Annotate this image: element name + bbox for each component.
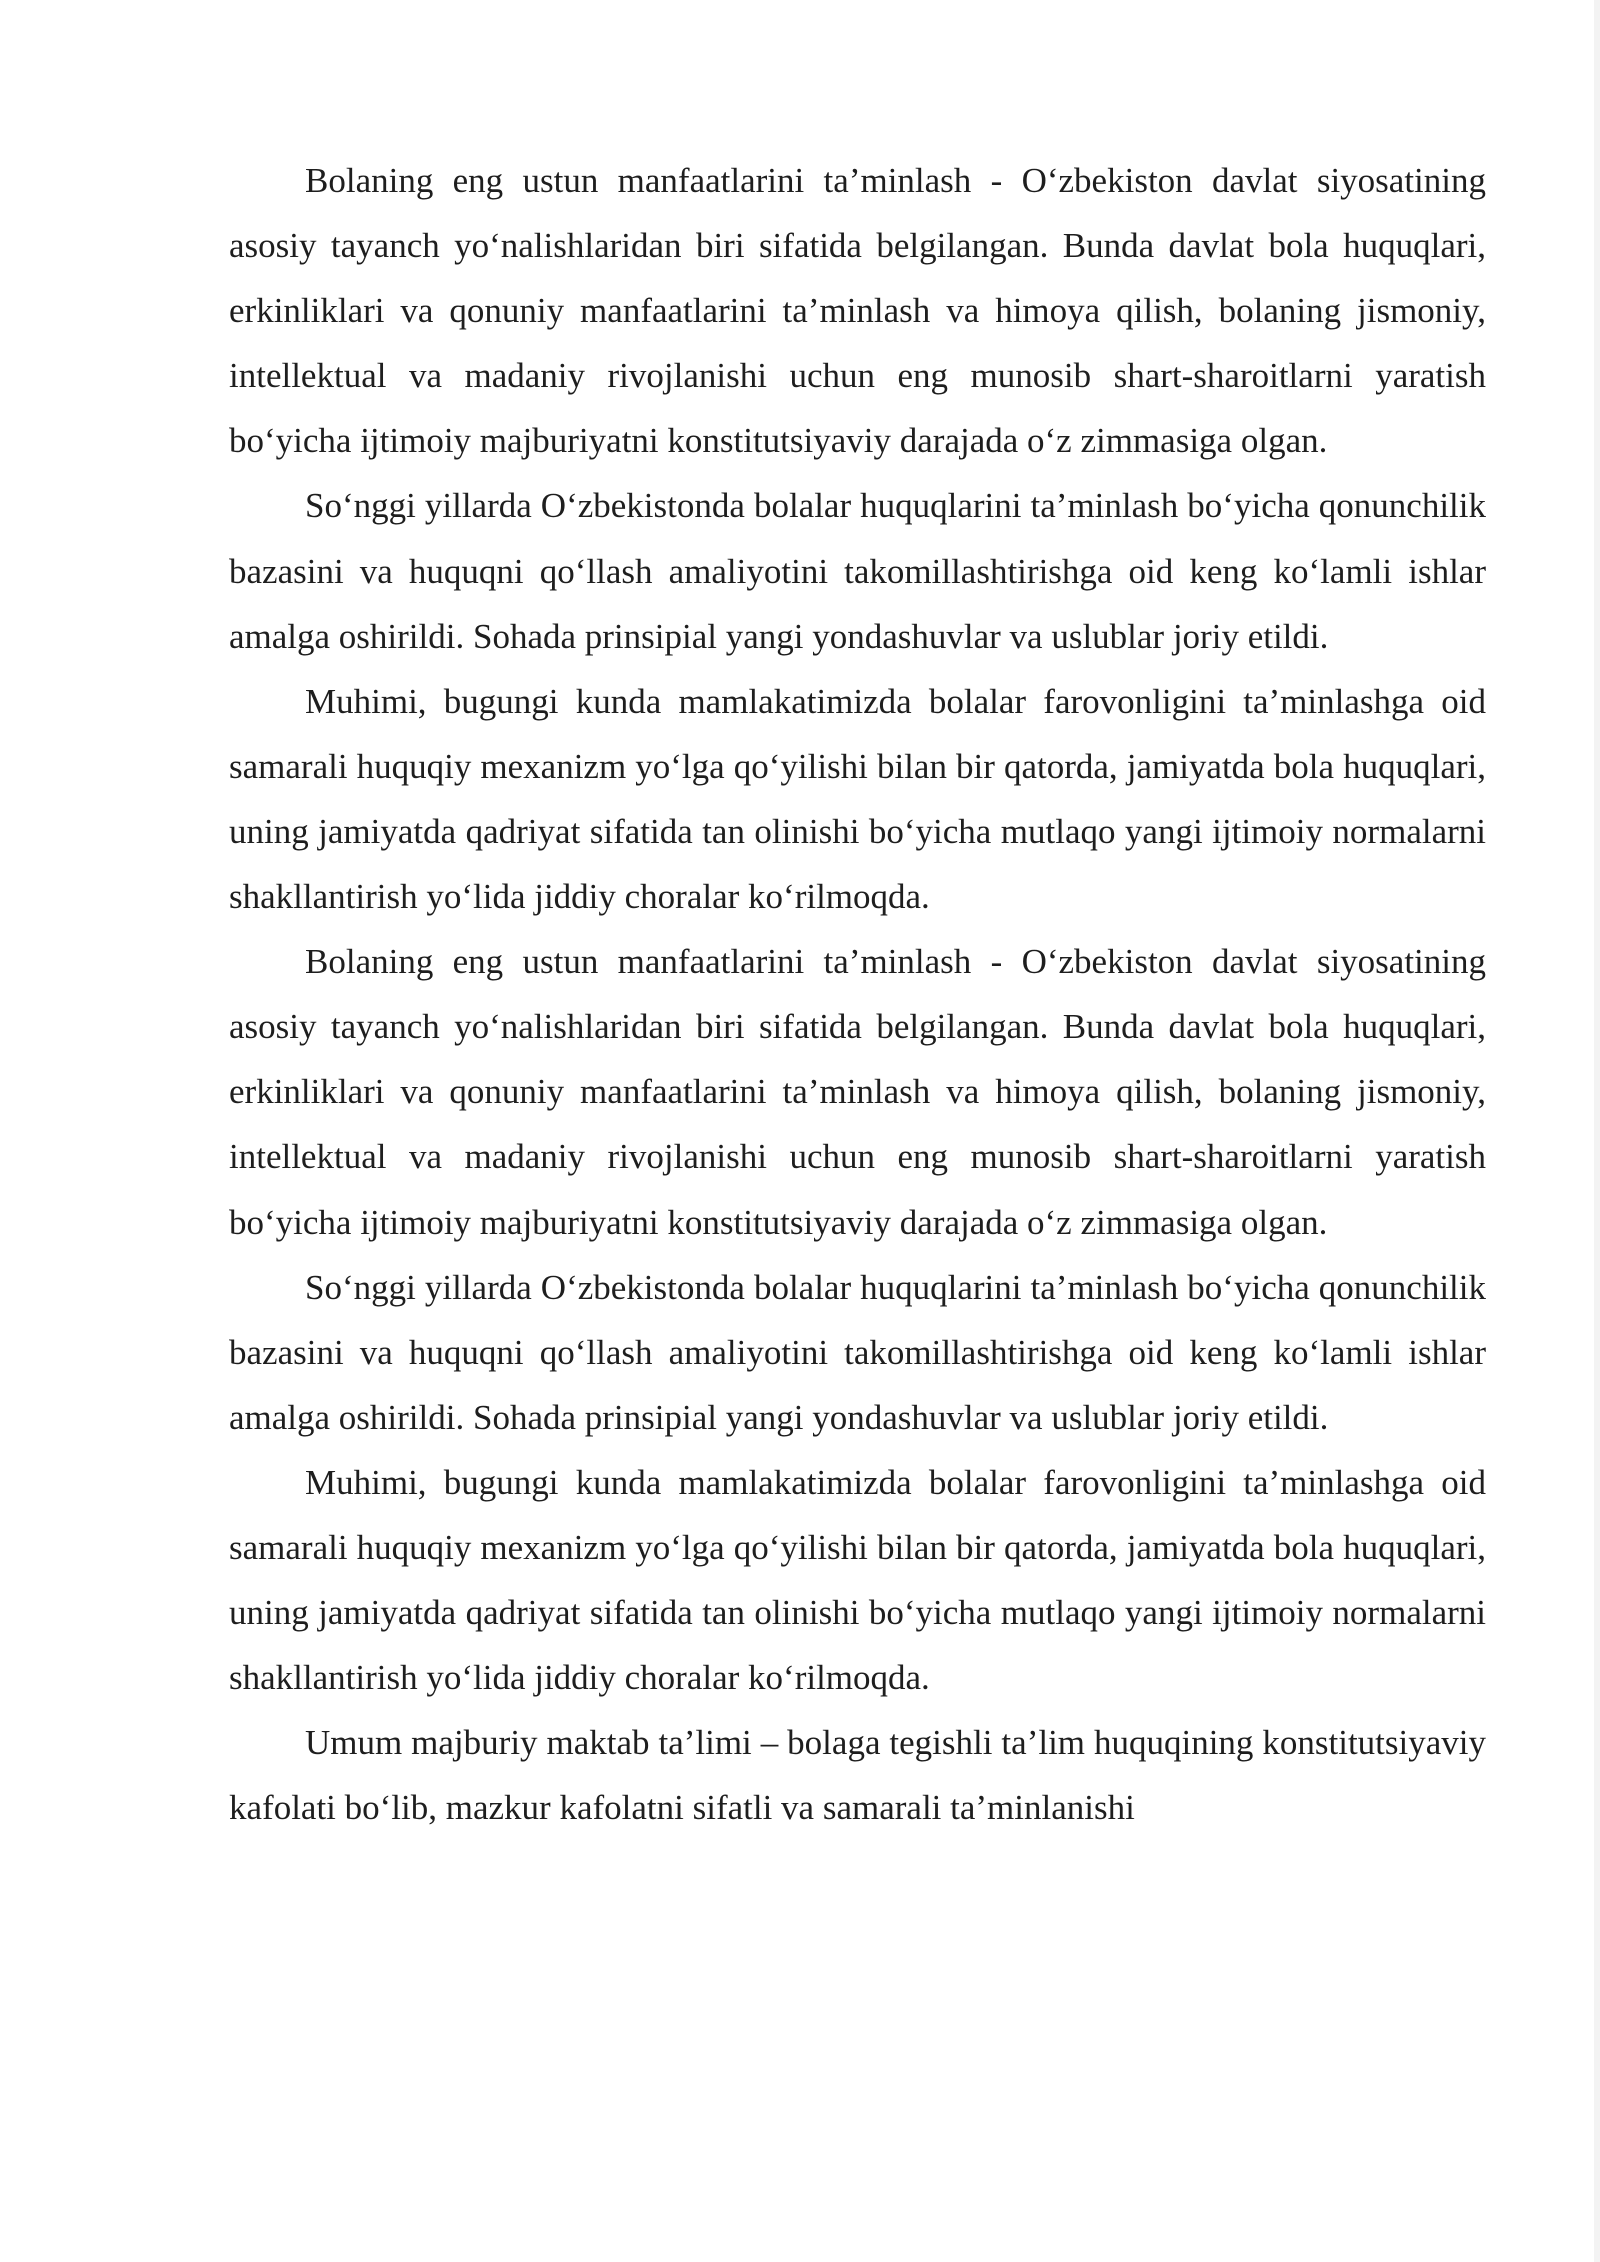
paragraph: Bolaning eng ustun manfaatlarini ta’minlash - O‘zbekiston davlat siyosatining asosiy tayanch yo‘nalishlaridan biri sifatida belgilangan. Bunda davlat bola huquqlari, erkinliklari va qonuniy manfaatlarini ta’minlash va himoya qilish, bolaning jismoniy, intellektual va madaniy rivojlanishi uchun eng munosib shart-sharoitlarni yaratish bo‘yicha ijtimoiy majburiyatni konstitutsiyaviy darajada o‘z zimmasiga olgan. (229, 161, 1486, 461)
paragraph: So‘nggi yillarda O‘zbekistonda bolalar huquqlarini ta’minlash bo‘yicha qonunchilik bazasini va huquqni qo‘llash amaliyotini takomillashtirishga oid keng ko‘lamli ishlar amalga oshirildi. Sohada prinsipial yangi yondashuvlar va uslublar joriy etildi. (229, 486, 1486, 656)
document-body (229, 148, 1486, 1840)
paragraph: Muhimi, bugungi kunda mamlakatimizda bolalar farovonligini ta’minlashga oid samarali huquqiy mexanizm yo‘lga qo‘yilishi bilan bir qatorda, jamiyatda bola huquqlari, uning jamiyatda qadriyat sifatida tan olinishi bo‘yicha mutlaqo yangi ijtimoiy normalarni shakllantirish yo‘lida jiddiy choralar ko‘rilmoqda. (229, 681, 1486, 917)
paragraph: Muhimi, bugungi kunda mamlakatimizda bolalar farovonligini ta’minlashga oid samarali huquqiy mexanizm yo‘lga qo‘yilishi bilan bir qatorda, jamiyatda bola huquqlari, uning jamiyatda qadriyat sifatida tan olinishi bo‘yicha mutlaqo yangi ijtimoiy normalarni shakllantirish yo‘lida jiddiy choralar ko‘rilmoqda. (229, 1462, 1486, 1698)
paragraph: So‘nggi yillarda O‘zbekistonda bolalar huquqlarini ta’minlash bo‘yicha qonunchilik bazasini va huquqni qo‘llash amaliyotini takomillashtirishga oid keng ko‘lamli ishlar amalga oshirildi. Sohada prinsipial yangi yondashuvlar va uslublar joriy etildi. (229, 1267, 1486, 1437)
paragraph: Umum majburiy maktab ta’limi – bolaga tegishli ta’lim huquqining konstitutsiyaviy kafolati bo‘lib, mazkur kafolatni sifatli va samarali ta’minlanishi (229, 1723, 1486, 1828)
paragraph: Bolaning eng ustun manfaatlarini ta’minlash - O‘zbekiston davlat siyosatining asosiy tayanch yo‘nalishlaridan biri sifatida belgilangan. Bunda davlat bola huquqlari, erkinliklari va qonuniy manfaatlarini ta’minlash va himoya qilish, bolaning jismoniy, intellektual va madaniy rivojlanishi uchun eng munosib shart-sharoitlarni yaratish bo‘yicha ijtimoiy majburiyatni konstitutsiyaviy darajada o‘z zimmasiga olgan. (229, 942, 1486, 1242)
page-edge-shadow (1594, 0, 1600, 2262)
